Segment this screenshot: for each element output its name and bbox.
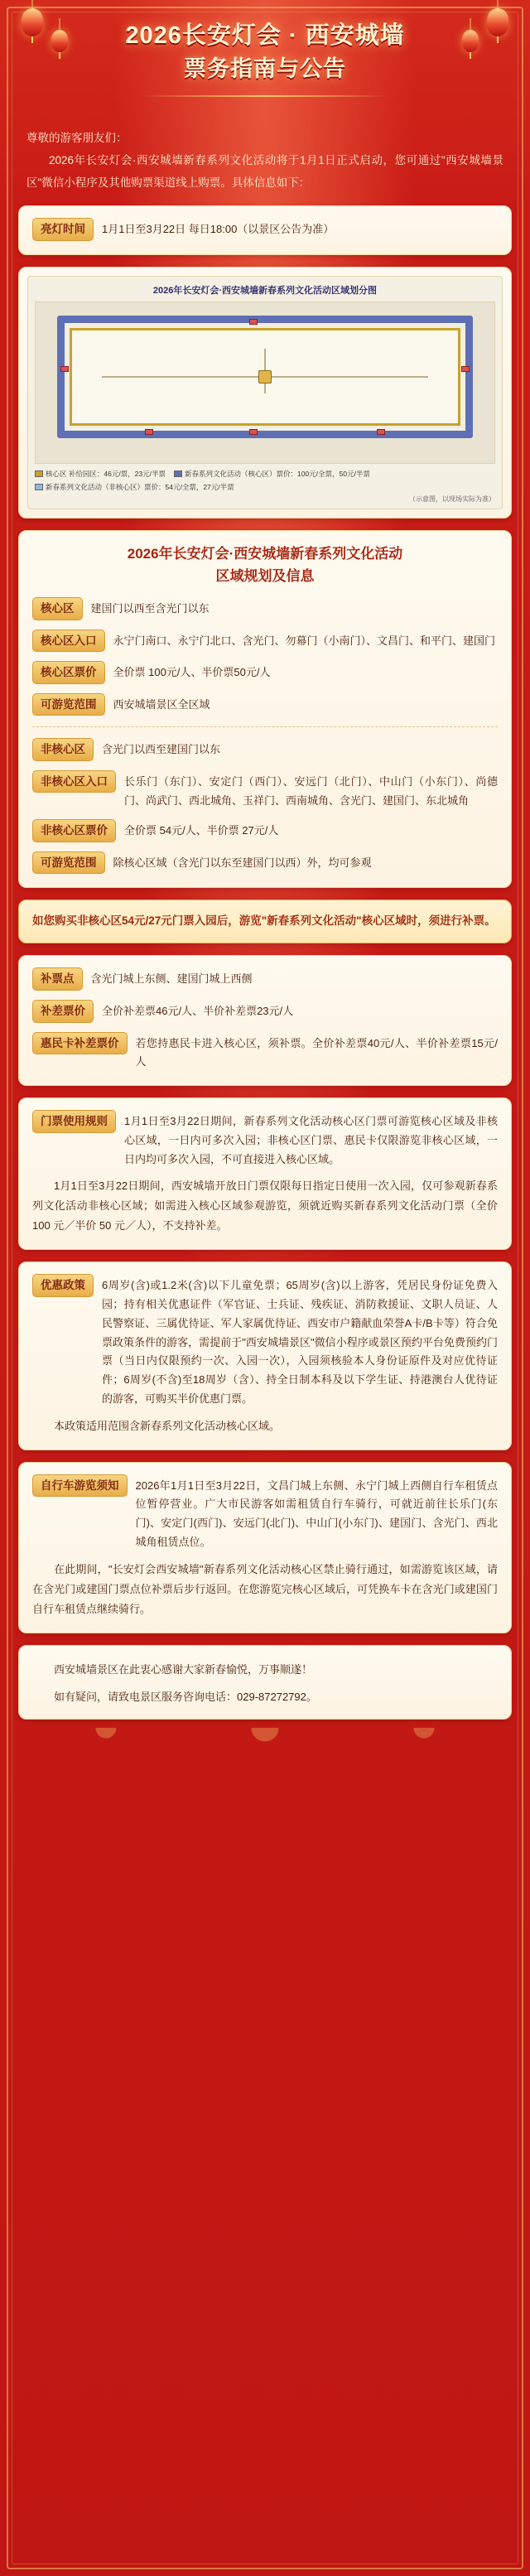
gate-marker [249,429,258,435]
ticket-rules-header [32,1110,498,1169]
legend-item [35,469,166,479]
core-entrance-value: 永宁门南口、永宁门北口、含光门、勿幕门（小南门）、文昌门、和平门、建国门 [113,634,496,647]
legend-label: 新春系列文化活动（核心区）票价：100元/全票，50元/半票 [185,469,370,478]
upgrade-point-tag: 补票点 [32,967,83,991]
core-entrance-tag: 核心区入口 [32,630,105,653]
gate-marker [377,429,385,435]
core-scope-row [32,693,498,716]
ticket-rules-p1: 1月1日至3月22日期间，新春系列文化活动核心区门票可游览核心区域及非核心区域，一日内可多次入园；非核心区门票、惠民卡仅限游览非核心区域，一日内均可多次入园，不可直接进入核心区域。 [124,1115,498,1165]
legend-item [174,469,370,479]
discount-policy-card [18,1261,512,1450]
zone-section-title-line2: 区域规划及信息 [215,567,315,584]
bike-notice-header [32,1474,498,1552]
lighting-time-card [18,205,512,255]
bell-tower-marker [258,370,272,384]
core-scope-value: 西安城墙景区全区域 [113,697,210,711]
core-price-value: 全价票 100元/人、半价票50元/人 [113,666,271,679]
gate-marker [249,319,258,325]
footer-line2: 如有疑问，请致电景区服务咨询电话：029-87272792。 [54,1690,317,1703]
upgrade-notice: 如您购买非核心区54元/27元门票入园后，游览"新春系列文化活动"核心区域时，须进行补票。 [18,900,512,943]
legend-item [35,482,234,492]
noncore-zone-row [32,738,498,761]
noncore-scope-value: 除核心区域（含光门以东至建国门以西）外，均可参观 [113,856,372,869]
gate-marker [60,366,69,372]
poster-header [0,0,530,109]
upgrade-card [18,955,512,1086]
city-wall-outline [57,316,473,438]
core-entrance-row [32,630,498,653]
core-scope-tag: 可游览范围 [32,693,105,716]
core-price-row [32,661,498,684]
noncore-scope-row [32,851,498,875]
zone-map-note: （示意图，以现场实际为准） [409,494,495,503]
intro-salutation: 尊敬的游客朋友们： [26,132,128,145]
gate-marker [461,366,470,372]
noncore-entrance-value: 长乐门（东门）、安定门（西门）、安远门（北门）、中山门（小东门）、尚德门、尚武门、西北城角、玉祥门、西南城角、含光门、建国门、东北城角 [124,774,498,807]
zone-map-title: 2026年长安灯会·西安城墙新春系列文化活动区域划分图 [152,285,378,296]
core-zone-row [32,597,498,620]
ticket-rules-tag: 门票使用规则 [32,1110,116,1133]
bike-notice-p1: 2026年1月1日至3月22日，文昌门城上东侧、永宁门城上西侧自行车租赁点位暂停营业。广大市民游客如需租赁自行车骑行，可就近前往长乐门(东门)、安定门(西门)、安远门(北门)、中山门(小东门)、建国门、含光门、西北城角租赁点位。 [135,1479,498,1548]
title-divider [141,95,389,97]
footer-line1: 西安城墙景区在此衷心感谢大家新春愉悦，万事顺遂！ [54,1662,313,1676]
intro-paragraph: 2026年长安灯会·西安城墙新春系列文化活动将于1月1日正式启动，您可通过"西安城墙景区"微信小程序及其他购票渠道线上购票。具体信息如下： [26,154,504,190]
discount-policy-p2: 本政策适用范围含新春系列文化活动核心区域。 [54,1419,281,1432]
core-zone-area [70,328,460,426]
page-title: 2026长安灯会 · 西安城墙 [125,22,405,49]
legend-label: 新春系列文化活动（非核心区）票价：54元/全票，27元/半票 [46,482,234,491]
core-price-tag: 核心区票价 [32,661,105,684]
lighting-time-row [32,218,498,241]
legend-swatch [35,470,43,477]
page-subtitle: 票务指南与公告 [184,56,346,82]
zone-map-figure [35,301,495,464]
upgrade-price-tag: 补差票价 [32,1000,94,1023]
benefit-card-price-value: 若您持惠民卡进入核心区，须补票。全价补差票40元/人、半价补差票15元/人 [135,1036,498,1069]
upgrade-price-row [32,1000,498,1023]
ticket-rules-p2: 1月1日至3月22日期间，西安城墙开放日门票仅限每日指定日使用一次入园，仅可参观新春系列文化活动非核心区域；如需进入核心区域参观游览，须就近购买新春系列文化活动门票（全价 100 元／半价 50 元／人），不支持补差。 [32,1179,498,1233]
gate-marker [145,429,153,435]
noncore-entrance-row [32,770,498,811]
noncore-price-tag: 非核心区票价 [32,819,116,842]
ticket-rules-card [18,1097,512,1250]
legend-swatch [35,484,43,490]
bike-notice-tag: 自行车游览须知 [32,1474,128,1498]
zone-map-card [18,267,512,519]
benefit-card-price-tag: 惠民卡补差票价 [32,1032,128,1055]
core-zone-value: 建国门以西至含光门以东 [90,602,210,615]
legend-swatch [174,470,182,477]
zone-section-title [32,543,498,587]
noncore-zone-value: 含光门以西至建国门以东 [102,743,221,756]
noncore-entrance-tag: 非核心区入口 [32,770,116,794]
core-zone-tag: 核心区 [32,597,83,620]
discount-policy-p1: 6周岁(含)或1.2米(含)以下儿童免票；65周岁(含)以上游客，凭居民身份证免费入园；持有相关优惠证件（军官证、士兵证、残疾证、消防救援证、文职人员证、人民警察证、三属优待证、军人家属优待证、西安市户籍献血荣誉A卡/B卡等）符合免票政策条件的游客，需提前于"西安城墙景区"微信小程序或景区预约平台免费预约门票（当日内仅限预约一次、入园一次），入园须核验本人身份证原件及对应优待证件；6周岁(不含)至18周岁（含）、持全日制本科及以下学生证、持港澳台人优待证的游客，可购买半价优惠门票。 [102,1279,498,1405]
noncore-scope-tag: 可游览范围 [32,851,105,875]
footer-card [18,1645,512,1720]
discount-policy-tag: 优惠政策 [32,1274,94,1297]
lighting-time-value: 1月1日至3月22日 每日18:00（以景区公告为准） [102,223,335,236]
noncore-price-row [32,819,498,842]
discount-policy-header [32,1274,498,1408]
benefit-card-price-row [32,1032,498,1073]
upgrade-point-row [32,967,498,991]
bike-notice-card [18,1462,512,1633]
legend-label: 核心区 补给园区：46元/票，23元/半票 [46,469,166,478]
lighting-time-tag: 亮灯时间 [32,218,94,241]
noncore-zone-tag: 非核心区 [32,738,94,761]
upgrade-point-value: 含光门城上东侧、建国门城上西侧 [90,972,253,986]
zone-info-card [18,530,512,889]
zone-map-inner [27,276,503,509]
bike-notice-p2: 在此期间，"长安灯会西安城墙"新春系列文化活动核心区禁止骑行通过，如需游览该区域，请在含光门或建国门票点位补票后步行返回。在您游览完核心区域后，可凭换车卡在含光门或建国门自行车租赁点继续骑行。 [32,1562,498,1615]
bottom-cloud-decoration [0,1728,530,1749]
zone-map-legend [35,469,495,492]
intro-block [18,120,512,194]
zone-divider [32,726,498,727]
upgrade-price-value: 全价补差票46元/人、半价补差票23元/人 [102,1004,294,1017]
noncore-price-value: 全价票 54元/人、半价票 27元/人 [124,824,279,837]
zone-section-title-line1: 2026年长安灯会·西安城墙新春系列文化活动 [127,545,403,562]
